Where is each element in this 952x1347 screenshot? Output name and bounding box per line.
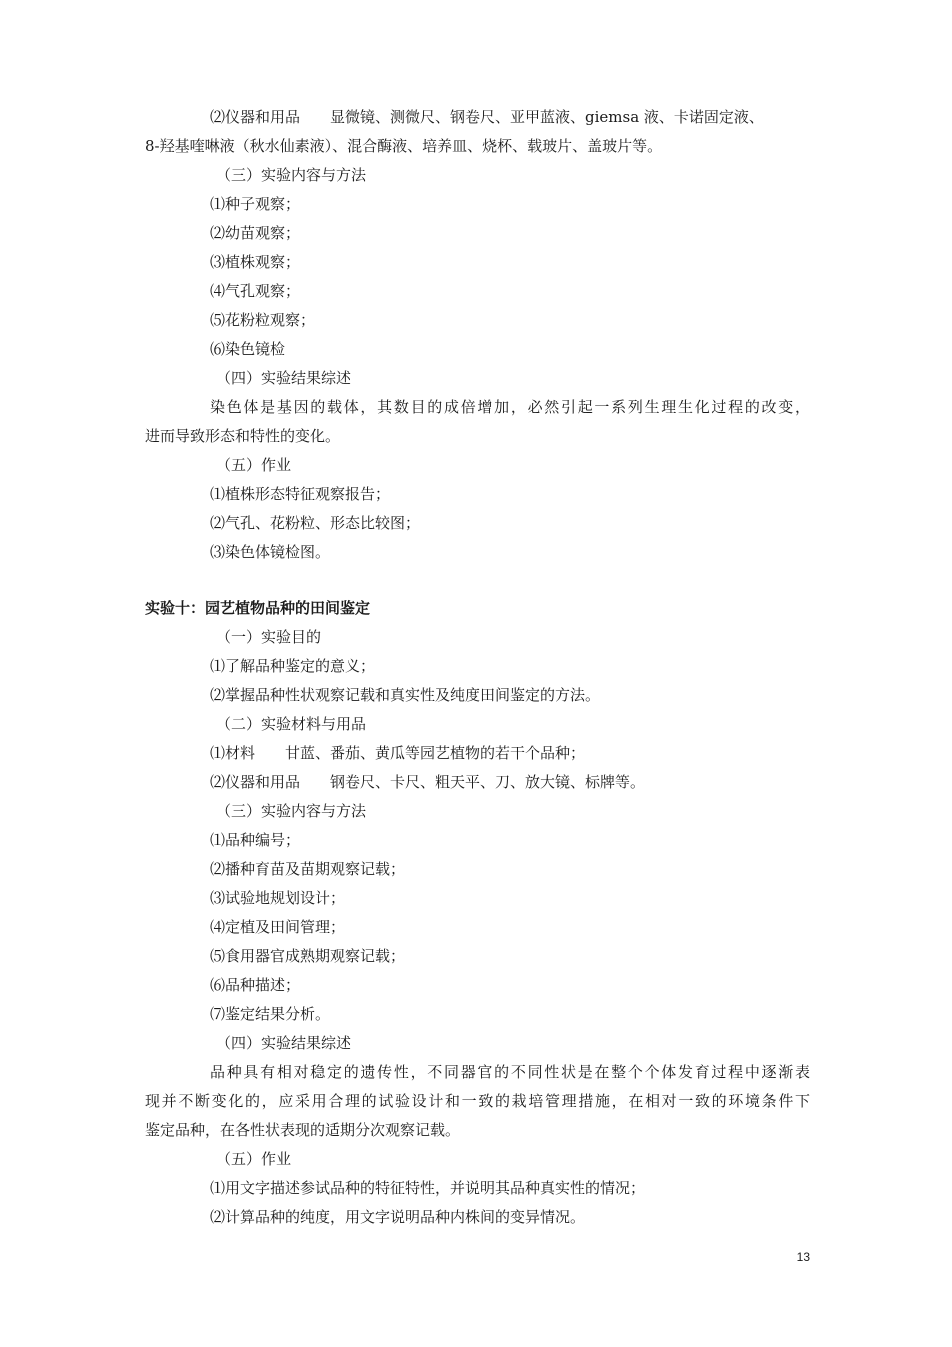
page-number: 13 [796,1250,810,1264]
summary-line: 鉴定品种，在各性状表现的适期分次观察记载。 [145,1121,461,1139]
experiment-title: 实验十：园艺植物品种的田间鉴定 [145,599,371,617]
material-item: ⑵仪器和用品 钢卷尺、卡尺、粗天平、刀、放大镜、标牌等。 [210,773,646,791]
method-item: ⑶植株观察； [210,253,301,271]
purpose-item: ⑴了解品种鉴定的意义； [210,657,376,675]
method-item: ⑸花粉粒观察； [210,311,316,329]
method-item: ⑷气孔观察； [210,282,301,300]
section-heading: （五）作业 [216,456,292,474]
homework-item: ⑶染色体镜检图。 [210,543,331,561]
method-item: ⑺鉴定结果分析。 [210,1005,331,1023]
homework-item: ⑵气孔、花粉粒、形态比较图； [210,514,421,532]
section-heading: （三）实验内容与方法 [216,166,367,184]
method-item: ⑴种子观察； [210,195,301,213]
homework-item: ⑴用文字描述参试品种的特征特性，并说明其品种真实性的情况； [210,1179,646,1197]
section-heading: （一）实验目的 [216,628,322,646]
method-item: ⑵播种育苗及苗期观察记载； [210,860,406,878]
section-heading: （二）实验材料与用品 [216,715,367,733]
material-item: ⑴材料 甘蓝、番茄、黄瓜等园艺植物的若干个品种； [210,744,586,762]
purpose-item: ⑵掌握品种性状观察记载和真实性及纯度田间鉴定的方法。 [210,686,601,704]
section-heading: （五）作业 [216,1150,292,1168]
section-heading: （三）实验内容与方法 [216,802,367,820]
section-heading: （四）实验结果综述 [216,369,352,387]
homework-item: ⑵计算品种的纯度，用文字说明品种内株间的变异情况。 [210,1208,586,1226]
instruments-line-1: ⑵仪器和用品 显微镜、测微尺、钢卷尺、亚甲蓝液、giemsa 液、卡诺固定液、 [210,108,764,126]
section-heading: （四）实验结果综述 [216,1034,352,1052]
method-item: ⑴品种编号； [210,831,301,849]
method-item: ⑷定植及田间管理； [210,918,346,936]
method-item: ⑸食用器官成熟期观察记载； [210,947,406,965]
instruments-line-2: 8-羟基喹啉液（秋水仙素液）、混合酶液、培养皿、烧杯、载玻片、盖玻片等。 [145,137,663,155]
homework-item: ⑴植株形态特征观察报告； [210,485,391,503]
method-item: ⑶试验地规划设计； [210,889,346,907]
method-item: ⑹染色镜检 [210,340,286,358]
method-item: ⑵幼苗观察； [210,224,301,242]
method-item: ⑹品种描述； [210,976,301,994]
summary-line: 进而导致形态和特性的变化。 [145,427,341,445]
summary-line: 染色体是基因的载体，其数目的成倍增加，必然引起一系列生理生化过程的改变， [210,398,810,416]
summary-line: 品种具有相对稳定的遗传性，不同器官的不同性状是在整个个体发育过程中逐渐表 [210,1063,810,1081]
summary-line: 现并不断变化的，应采用合理的试验设计和一致的栽培管理措施，在相对一致的环境条件下 [145,1092,810,1110]
